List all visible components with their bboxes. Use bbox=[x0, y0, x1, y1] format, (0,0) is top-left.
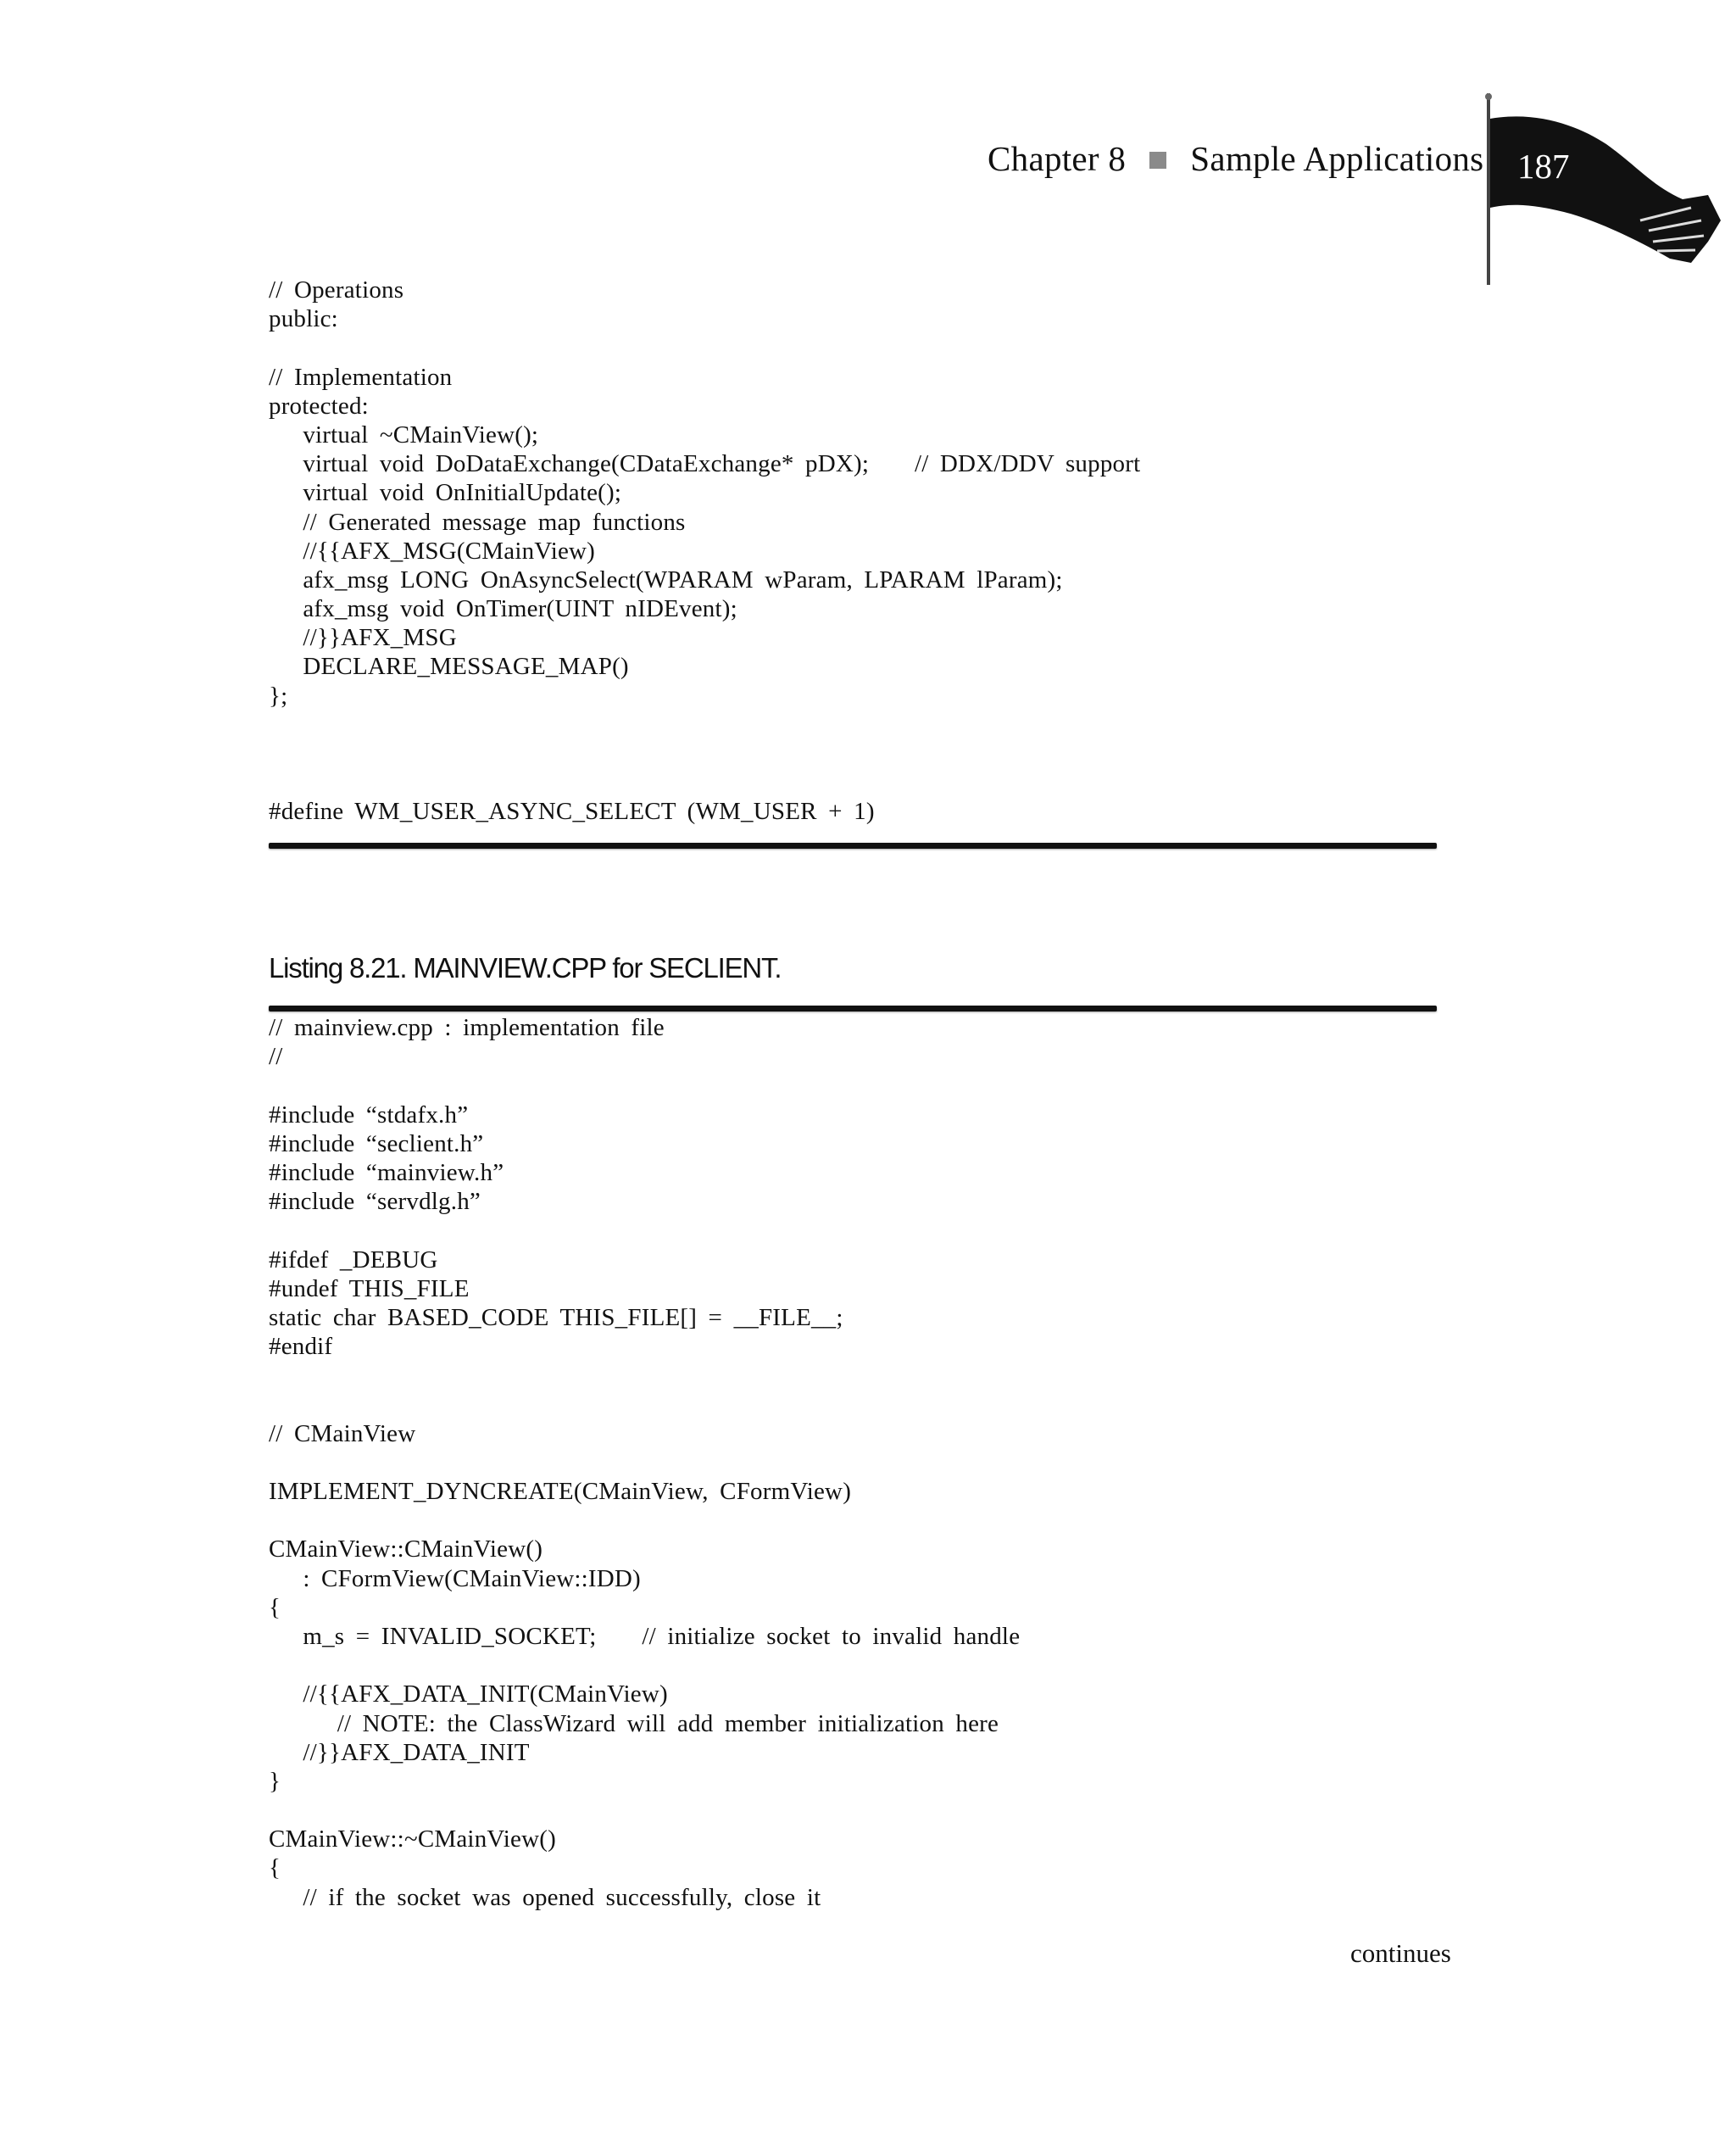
code-line: IMPLEMENT_DYNCREATE(CMainView, CFormView) bbox=[269, 1478, 852, 1505]
code-line: #include “servdlg.h” bbox=[269, 1188, 481, 1216]
code-line: DECLARE_MESSAGE_MAP() bbox=[269, 653, 629, 681]
code-line: //}}AFX_DATA_INIT bbox=[269, 1738, 530, 1766]
code-line: #ifdef _DEBUG bbox=[269, 1246, 438, 1273]
listing-end-rule bbox=[269, 843, 1437, 849]
code-line bbox=[269, 1361, 1020, 1390]
code-line bbox=[269, 711, 1140, 739]
code-line: CMainView::CMainView() bbox=[269, 1535, 543, 1563]
code-line: CMainView::~CMainView() bbox=[269, 1825, 556, 1853]
code-line: #endif bbox=[269, 1333, 333, 1361]
code-line bbox=[269, 1448, 1020, 1477]
code-line: static char BASED_CODE THIS_FILE[] = __FILE__; bbox=[269, 1303, 843, 1331]
listing-title: Listing 8.21. MAINVIEW.CPP for SECLIENT. bbox=[269, 952, 782, 984]
code-line: //{{AFX_DATA_INIT(CMainView) bbox=[269, 1680, 668, 1708]
pennant-flag-icon bbox=[1479, 93, 1725, 288]
code-line bbox=[269, 333, 1140, 362]
code-line: }; bbox=[269, 682, 288, 710]
page-number: 187 bbox=[1517, 147, 1570, 186]
code-line: #undef THIS_FILE bbox=[269, 1274, 470, 1302]
code-line: public: bbox=[269, 305, 338, 333]
code-line: // Operations bbox=[269, 276, 404, 304]
code-line: //{{AFX_MSG(CMainView) bbox=[269, 537, 596, 565]
code-line: { bbox=[269, 1593, 281, 1621]
code-line: // CMainView bbox=[269, 1419, 416, 1447]
section-title: Sample Applications bbox=[1190, 139, 1484, 178]
code-line: // Generated message map functions bbox=[269, 508, 686, 536]
code-line: // NOTE: the ClassWizard will add member initialization here bbox=[269, 1709, 999, 1737]
code-line bbox=[269, 1390, 1020, 1418]
code-line: #include “stdafx.h” bbox=[269, 1101, 469, 1129]
code-line: m_s = INVALID_SOCKET; // initialize socket to invalid handle bbox=[269, 1622, 1021, 1650]
code-line: { bbox=[269, 1854, 281, 1882]
code-line: afx_msg LONG OnAsyncSelect(WPARAM wParam, LPARAM lParam); bbox=[269, 566, 1063, 594]
code-line bbox=[269, 1071, 1020, 1100]
code-block-mainview-cpp bbox=[269, 1013, 1020, 1912]
code-line bbox=[269, 1506, 1020, 1535]
code-line: } bbox=[269, 1767, 281, 1795]
code-line bbox=[269, 768, 1140, 797]
code-line: : CFormView(CMainView::IDD) bbox=[269, 1564, 641, 1592]
code-line: protected: bbox=[269, 392, 369, 420]
code-line: #include “seclient.h” bbox=[269, 1129, 484, 1157]
code-line: // mainview.cpp : implementation file bbox=[269, 1014, 665, 1041]
code-line: // if the socket was opened successfully, close it bbox=[269, 1883, 821, 1911]
code-line bbox=[269, 739, 1140, 768]
code-line: virtual void OnInitialUpdate(); bbox=[269, 479, 622, 507]
code-line bbox=[269, 1216, 1020, 1245]
chapter-label: Chapter 8 bbox=[988, 139, 1127, 178]
code-line: // bbox=[269, 1043, 283, 1071]
code-line: afx_msg void OnTimer(UINT nIDEvent); bbox=[269, 595, 737, 623]
code-line: #include “mainview.h” bbox=[269, 1158, 504, 1186]
code-line: #define WM_USER_ASYNC_SELECT (WM_USER + 1) bbox=[269, 798, 875, 826]
code-line bbox=[269, 1796, 1020, 1825]
header-separator-square bbox=[1149, 152, 1166, 169]
code-line: virtual void DoDataExchange(CDataExchange* pDX); // DDX/DDV support bbox=[269, 450, 1141, 478]
continues-note: continues bbox=[1350, 1938, 1451, 1968]
code-line: // Implementation bbox=[269, 363, 453, 391]
code-block-header-fragment bbox=[269, 276, 1140, 827]
code-line bbox=[269, 1651, 1020, 1680]
code-line: //}}AFX_MSG bbox=[269, 624, 457, 652]
listing-start-rule bbox=[269, 1006, 1437, 1012]
running-header bbox=[988, 138, 1483, 179]
code-line: virtual ~CMainView(); bbox=[269, 421, 539, 449]
